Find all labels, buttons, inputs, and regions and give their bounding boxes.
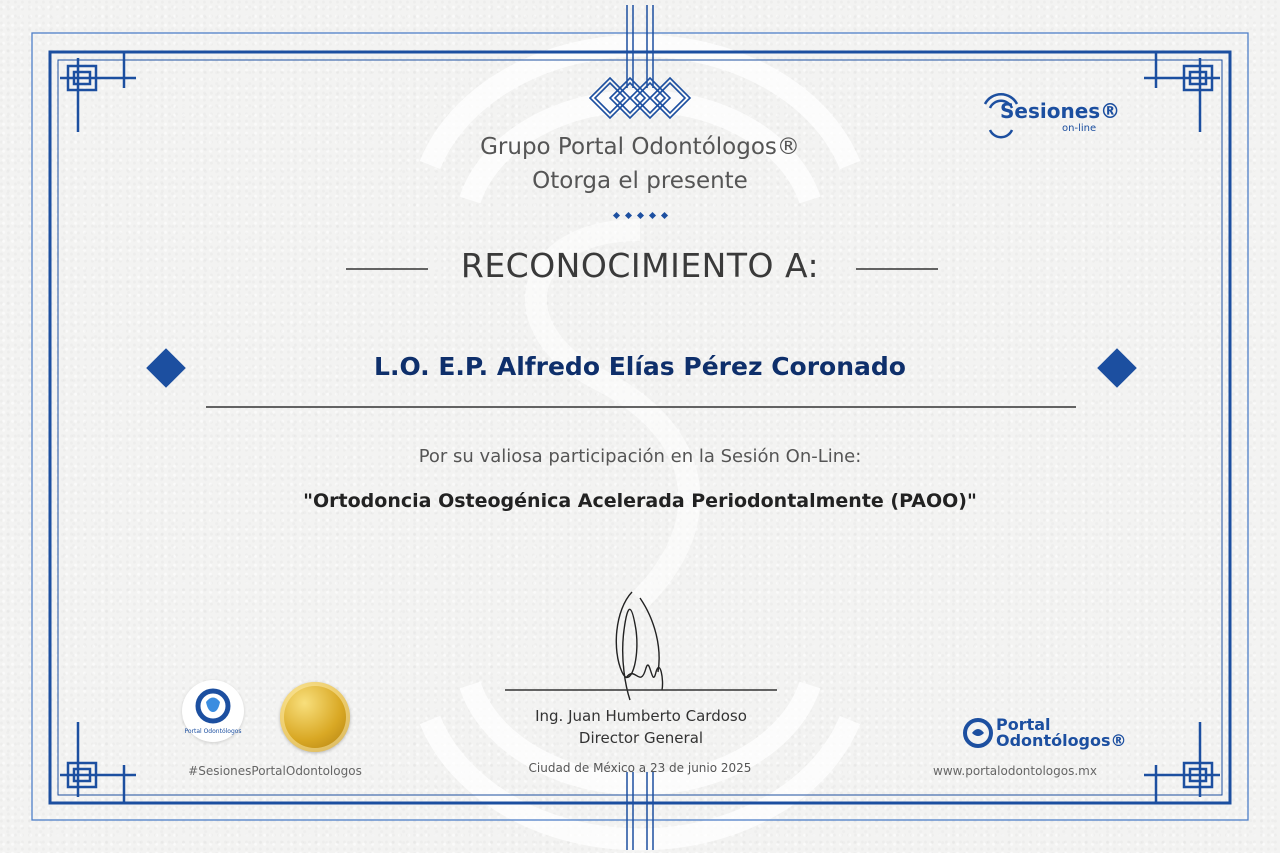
sesiones-logo-subtext: on-line	[1062, 123, 1097, 134]
signature-drawing	[616, 592, 662, 700]
gold-medal-seal	[280, 682, 350, 752]
dot-separator	[613, 212, 668, 219]
intro-text: Por su valiosa participación en la Sesión On-Line:	[418, 446, 862, 467]
corner-ornament-top-left	[60, 52, 136, 132]
corner-ornament-top-right	[1144, 52, 1220, 132]
website-link[interactable]: www.portalodontologos.mx	[933, 764, 1097, 778]
grants-line: Otorga el presente	[532, 168, 748, 194]
signatory-name: Ing. Juan Humberto Cardoso	[535, 707, 747, 725]
signatory-role: Director General	[578, 729, 704, 747]
portal-logo-line1: Portal	[996, 715, 1051, 734]
recipient-name: L.O. E.P. Alfredo Elías Pérez Coronado	[374, 352, 906, 381]
portal-logo-line2: Odontólogos®	[996, 731, 1127, 750]
badge-label: Portal Odontólogos	[184, 728, 242, 735]
sesiones-logo-text: Sesiones®	[1000, 99, 1121, 123]
hashtag-text: #SesionesPortalOdontologos	[188, 764, 362, 778]
place-date: Ciudad de México a 23 de junio 2025	[528, 761, 752, 775]
corner-ornament-bottom-right	[1144, 722, 1220, 803]
session-title: "Ortodoncia Osteogénica Acelerada Periodontalmente (PAOO)"	[303, 490, 977, 512]
portal-odontologos-logo-mark	[965, 720, 991, 746]
corner-ornament-bottom-left	[60, 722, 136, 803]
certificate-title: RECONOCIMIENTO A:	[460, 246, 820, 285]
issuer-organization: Grupo Portal Odontólogos®	[480, 134, 800, 160]
